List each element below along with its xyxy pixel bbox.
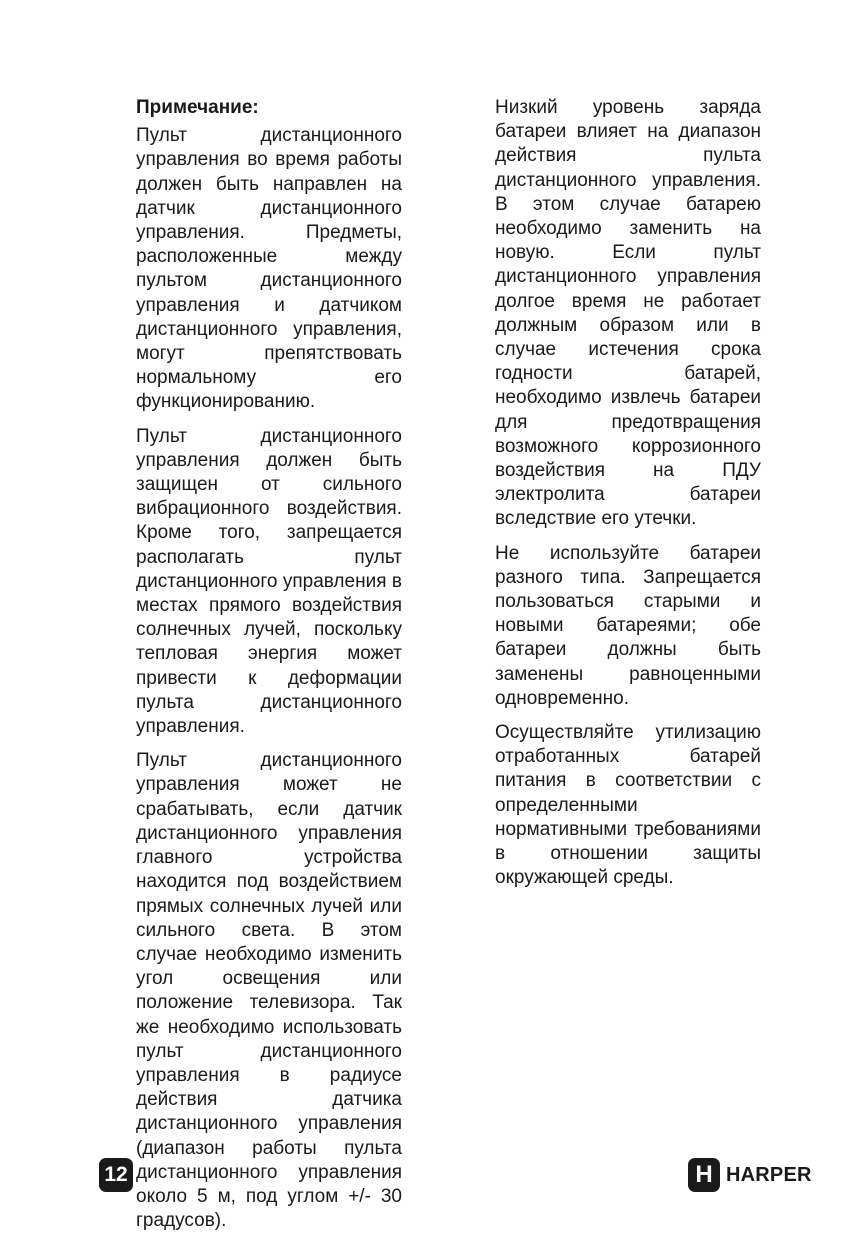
note-heading: Примечание:: [136, 97, 259, 118]
paragraph-remote-direction: Пульт дистанционного управления во время работы должен быть направлен на датчик дистанционного управления. Предметы, расположенные между пультом дистанционного управления и датчиком дистанционного управления, могут препятствовать нормальному его функционированию.: [136, 125, 402, 413]
brand-name: HARPER: [726, 1163, 812, 1186]
paragraph-battery-low: Низкий уровень заряда батареи влияет на диапазон действия пульта дистанционного управления. В этом случае батарею необходимо заменить на новую. Если пульт дистанционного управления долгое время не работает должным образом или в случае истечения срока годности батарей, необходимо извлечь батареи для предотвращения возможного коррозионного воздействия на ПДУ электролита батареи вследствие его утечки.: [495, 97, 761, 530]
left-column: [136, 96, 402, 1243]
paragraph-remote-sunlight: Пульт дистанционного управления может не срабатывать, если датчик дистанционного управления главного устройства находится под воздействием прямых солнечных лучей или сильного света. В этом случае необходимо изменить угол освещения или положение телевизора. Так же необходимо использовать пульт дистанционного управления в радиусе действия датчика дистанционного управления (диапазон работы пульта дистанционного управления около 5 м, под углом +/- 30 градусов).: [136, 750, 402, 1232]
brand-logo: [688, 1158, 812, 1192]
harper-logo-icon: H: [688, 1158, 720, 1192]
paragraph-remote-protection: Пульт дистанционного управления должен быть защищен от сильного вибрационного воздействия. Кроме того, запрещается располагать пульт дистанционного управления в местах прямого воздействия солнечных лучей, поскольку тепловая энергия может привести к деформации пульта дистанционного управления.: [136, 425, 402, 738]
paragraph-battery-types: Не используйте батареи разного типа. Запрещается пользоваться старыми и новыми батареями; обе батареи должны быть заменены равноценными одновременно.: [495, 542, 761, 709]
right-column: [495, 96, 761, 901]
page-number: 12: [99, 1158, 133, 1192]
paragraph-battery-disposal: Осуществляйте утилизацию отработанных батарей питания в соответствии с определенными нормативными требованиями в отношении защиты окружающей среды.: [495, 722, 761, 889]
